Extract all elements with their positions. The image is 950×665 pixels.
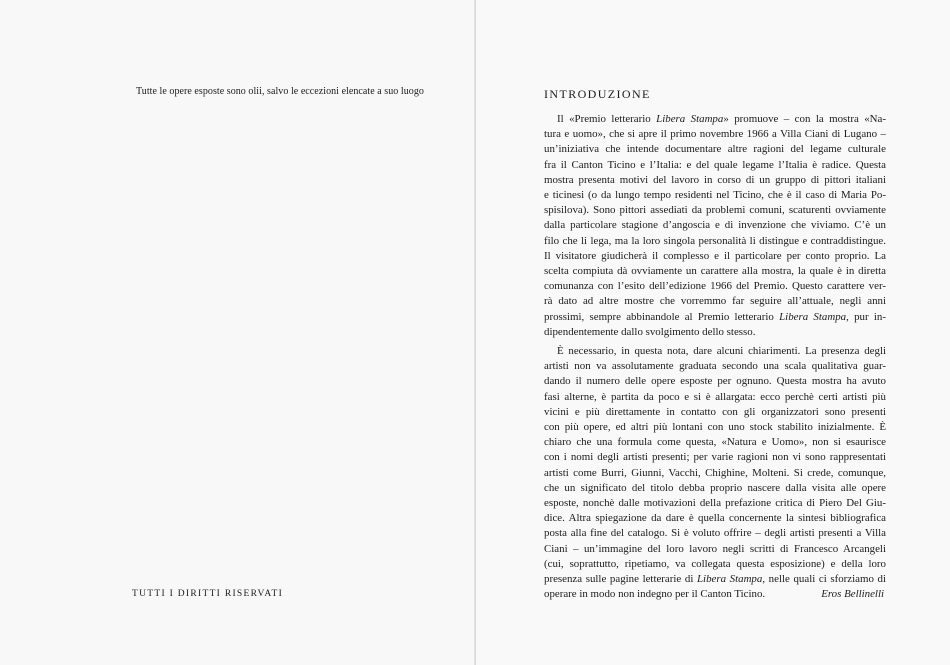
text-line (544, 420, 886, 435)
text-line (544, 112, 886, 127)
line-text: , nelle quali ci sforziamo di (762, 573, 886, 586)
line-text: presenza sulle pagine letterarie di (544, 573, 697, 586)
line-text: , pur in- (846, 310, 886, 323)
text-line (544, 203, 886, 218)
text-line (544, 374, 886, 389)
author-signature: Eros Bellinelli (821, 588, 884, 600)
line-text: (cui, soprattutto, ripetiamo, va collegata questa esposizione) e della loro (544, 557, 886, 570)
line-text: che un significato del titolo debba proprio nascere dalla visita alle opere (544, 481, 886, 494)
line-text: e ticinesi (o da lungo tempo residenti nel Ticino, che è il caso di Maria Po- (544, 189, 886, 202)
text-line (544, 249, 886, 264)
text-line (544, 142, 886, 157)
text-line (544, 264, 886, 279)
line-text: con i nomi degli artisti presenti; per varie ragioni non vi sono rappresentati (544, 451, 886, 464)
line-text: spisilova). Sono pittori assediati da problemi comuni, scaturenti ovviamente (544, 204, 886, 217)
text-line (544, 188, 886, 203)
line-text: artisti non va assolutamente graduata secondo una scala qualitativa guar- (544, 360, 886, 373)
text-line (544, 158, 886, 173)
text-line (544, 481, 886, 496)
text-line (544, 359, 886, 374)
line-text: con più opere, ed altri più lontani con uno stock stabilito inizialmente. È (544, 421, 886, 434)
text-line (544, 450, 886, 465)
line-text: dando il numero delle opere esposte per ognuno. Questa mostra ha avuto (544, 375, 886, 388)
text-line (544, 405, 886, 420)
italic-title: Libera Stampa (656, 113, 724, 125)
italic-title: Libera Stampa (779, 310, 847, 323)
line-text: Ciani – un’immagine del loro lavoro negli scritti di Francesco Arcangeli (544, 542, 886, 555)
text-line (544, 344, 886, 359)
line-text: dipendentemente dallo svolgimento dello stesso. (544, 325, 756, 338)
text-line (544, 390, 886, 405)
line-text: fasi alterne, è partita da poco e si è allargata: ecco perchè certi artisti più (544, 390, 886, 403)
text-line (544, 127, 886, 142)
text-line (544, 526, 886, 541)
line-text: » promuove – con la mostra «Na- (723, 113, 886, 125)
line-text: operare in modo non indegno per il Canton Ticino. (544, 588, 766, 601)
line-text: fra il Canton Ticino e l’Italia: e del quale legame l’Italia è radice. Questa (544, 158, 886, 171)
line-text: comunanza con l’esito dell’edizione 1966 del Premio. Questo carattere ver- (544, 280, 886, 293)
line-text: dice. Altra spiegazione da dare è quella concernente la sintesi bibliografica (544, 512, 886, 525)
line-text: mostra presenta motivi del lavoro in corso di un gruppo di pittori italiani (544, 173, 886, 186)
line-text: artisti come Burri, Giunni, Vacchi, Chighine, Molteni. Si crede, comunque, (544, 466, 886, 479)
line-text: esposte, nonchè dalle motivazioni della prefazione critica di Piero Del Giu- (544, 497, 886, 510)
left-page (0, 0, 474, 665)
introduction-paragraph-2 (544, 344, 886, 602)
works-note: Tutte le opere esposte sono olii, salvo le eccezioni elencate a suo luogo (136, 86, 424, 97)
text-line (544, 542, 886, 557)
rights-reserved-notice: TUTTI I DIRITTI RISERVATI (132, 589, 284, 599)
introduction-paragraph-1 (544, 112, 886, 340)
line-text: Il visitatore giudicherà il complesso e il particolare per conto proprio. La (544, 249, 886, 262)
line-text: tura e uomo», che si apre il primo novembre 1966 a Villa Ciani di Lugano – (544, 128, 886, 141)
text-line (544, 466, 886, 481)
page-title: INTRODUZIONE (544, 87, 651, 101)
text-line (544, 496, 886, 511)
line-text: dalla particolare stagione d’angoscia e di invenzione che viviamo. C’è un (544, 219, 886, 232)
line-text: prossimi, sempre abbinandole al Premio letterario (544, 310, 780, 323)
line-text: vicini e più direttamente in contatto con gli organizzatori sono presenti (544, 405, 886, 418)
text-line (544, 557, 886, 572)
text-line (544, 234, 886, 249)
text-line (544, 572, 886, 587)
line-text: un’iniziativa che intende documentare altre ragioni del legame culturale (544, 143, 886, 156)
text-line (544, 325, 886, 340)
line-text: filo che li lega, ma la loro singola personalità li distingue e contraddistingue. (544, 234, 886, 247)
text-line (544, 511, 886, 526)
text-line (544, 173, 886, 188)
text-line (544, 218, 886, 233)
line-text: posta alla fine del catalogo. Si è voluto offrire – degli artisti presenti a Villa (544, 527, 886, 540)
line-text: chiaro che una formula come questa, «Natura e Uomo», non si esaurisce (544, 436, 886, 449)
text-line (544, 279, 886, 294)
italic-title: Libera Stampa (696, 573, 763, 586)
text-line (544, 310, 886, 325)
text-line (544, 294, 886, 309)
text-line (544, 435, 886, 450)
line-text: È necessario, in questa nota, dare alcuni chiarimenti. La presenza degli (557, 345, 886, 357)
line-text: rà dato ad altre mostre che vorremmo far seguire all’attuale, negli anni (544, 295, 886, 308)
line-text: Il «Premio letterario (557, 113, 657, 125)
line-text: scelta compiuta dà ovviamente un carattere alla mostra, la quale è in diretta (544, 265, 886, 278)
